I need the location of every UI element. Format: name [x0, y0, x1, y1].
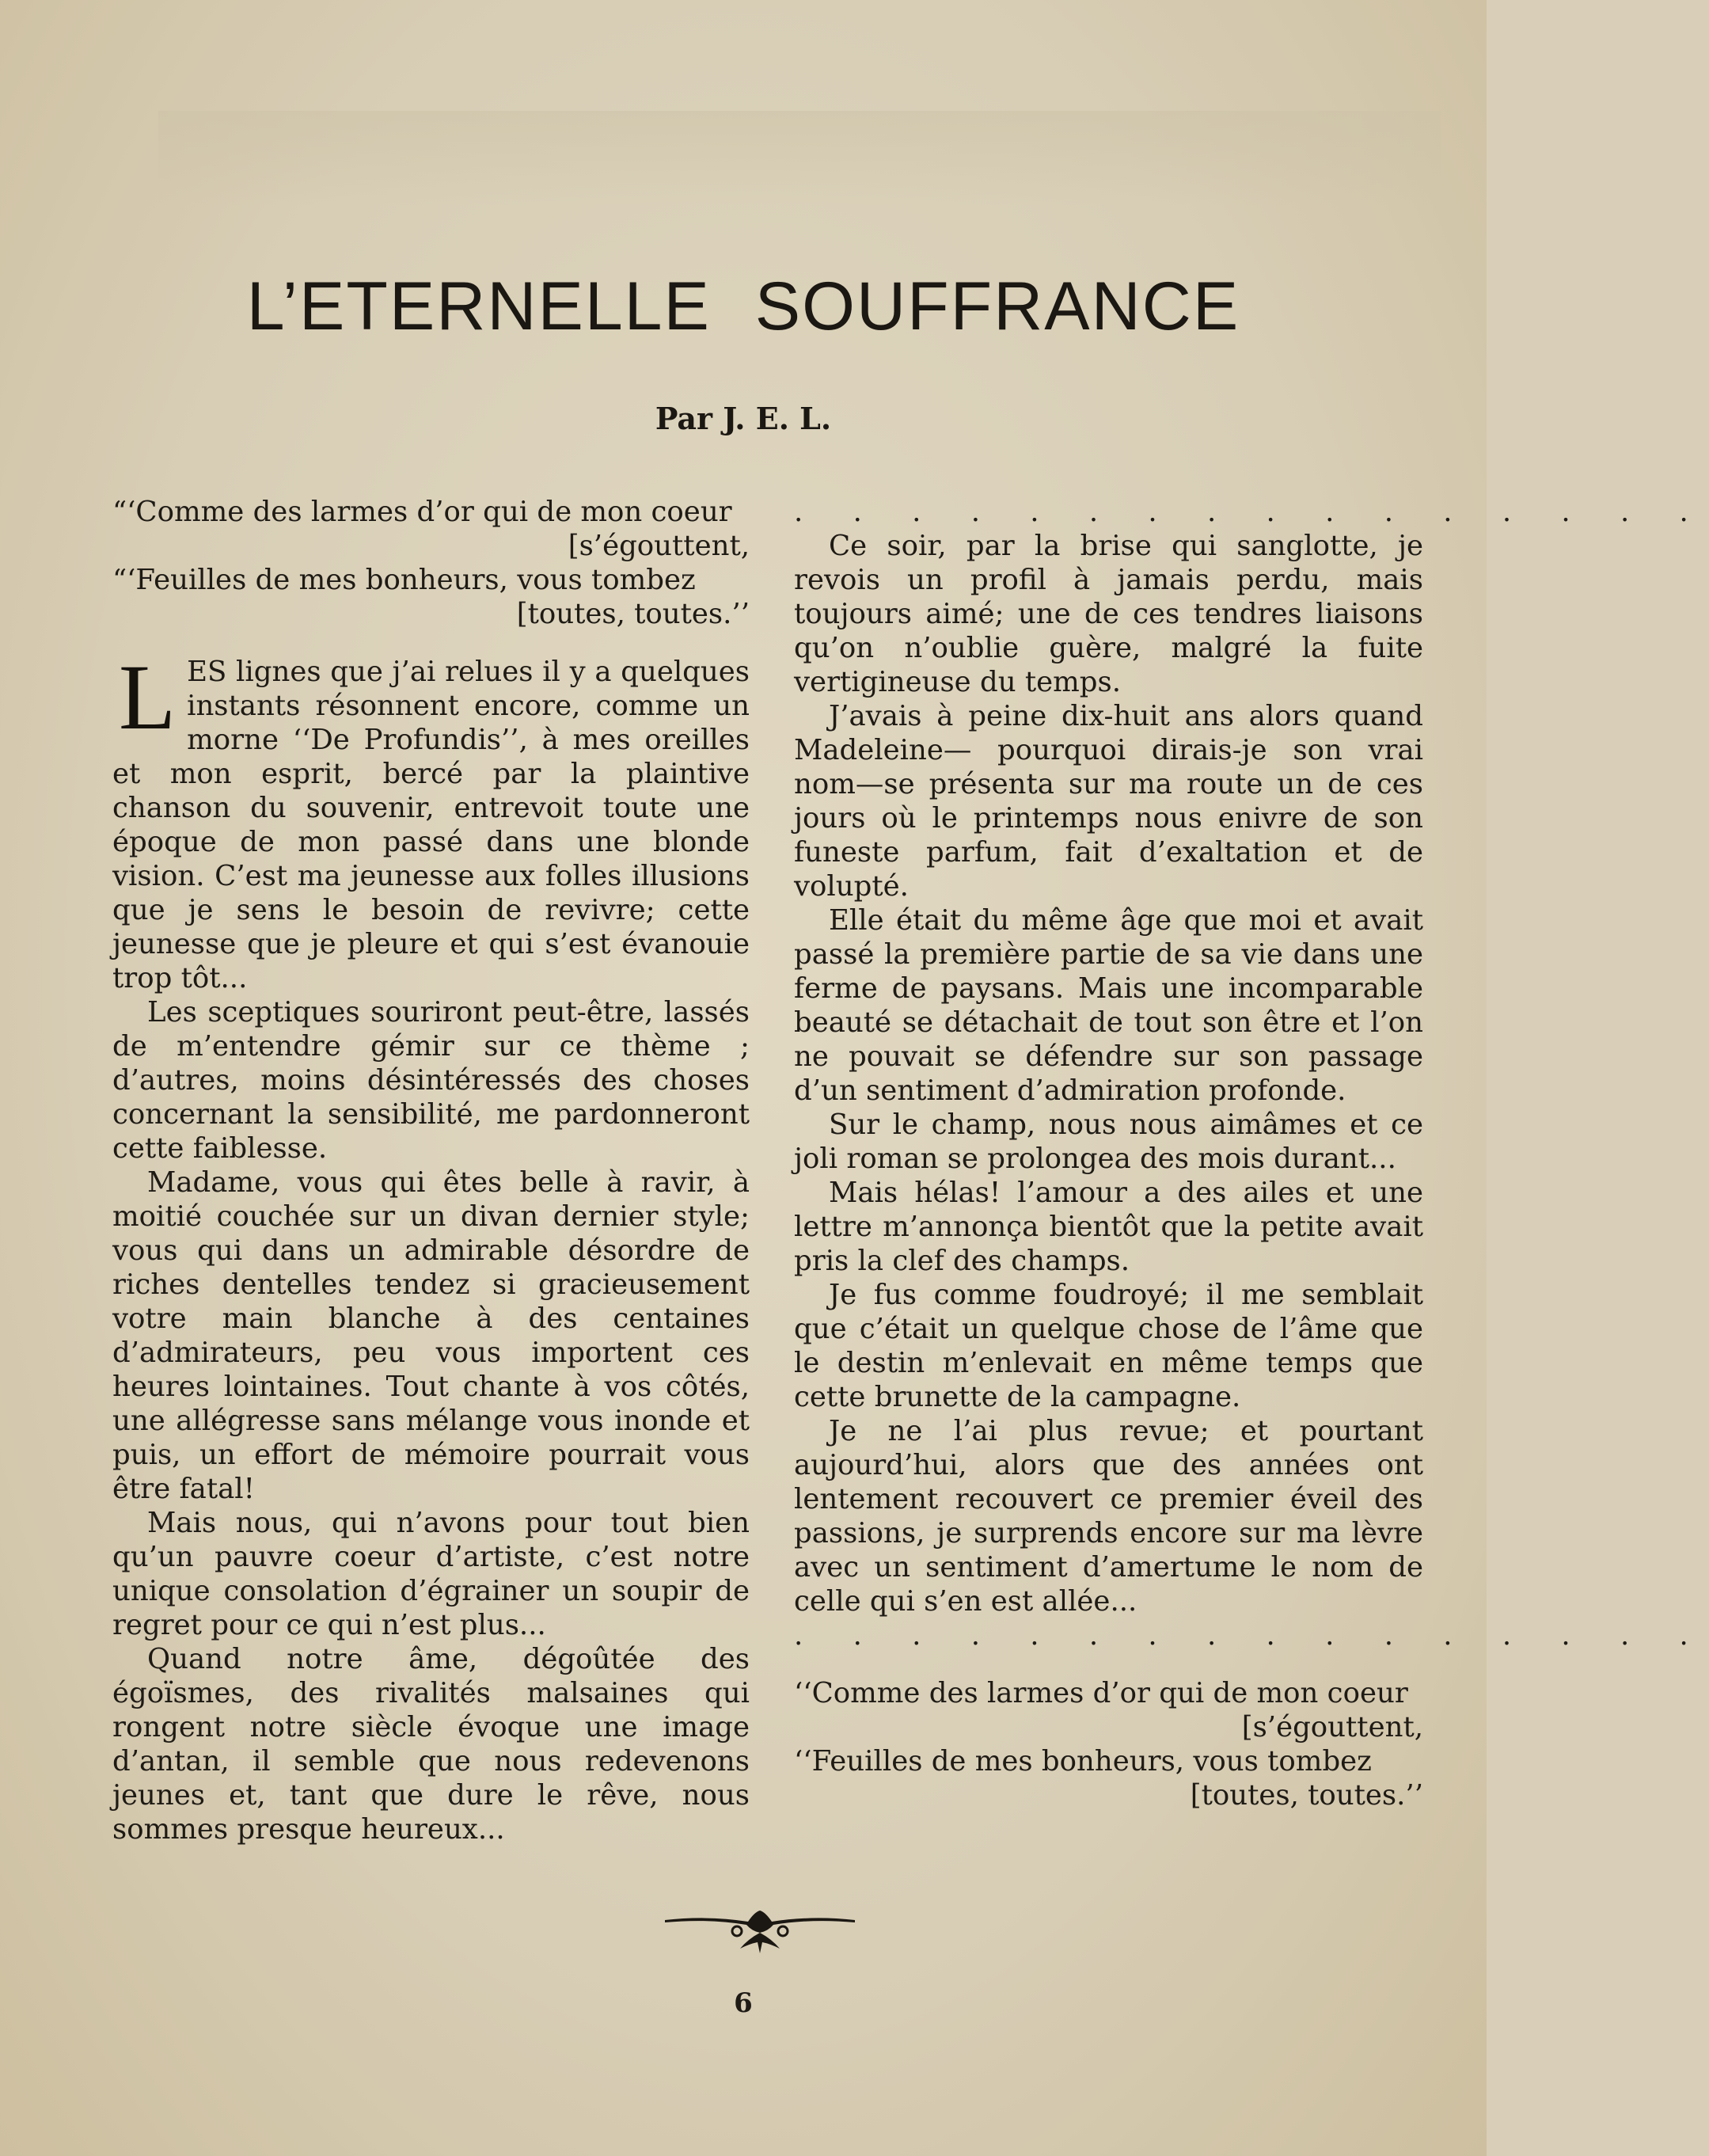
paragraph: Elle était du même âge que moi et avait passé la première partie de sa vie dans une ferme de paysans. Mais une incomparable beauté se détachait de tout son être et l’on ne pouvait se défendre sur son passage d’un sentiment d’admiration profonde.: [794, 904, 1423, 1107]
paragraph-text: ES lignes que j’ai relues il y a quelques instants résonnent encore, comme un morne ‘‘De Profundis’’, à mes oreilles et mon esprit, bercé par la plaintive chanson du souvenir, entrevoit toute une époque de mon passé dans une blonde vision. C’est ma jeunesse aux folles illusions que je sens le besoin de revivre; cette jeunesse que je pleure et qui s’est évanouie trop tôt...: [112, 656, 750, 994]
ellipsis-row: . . . . . . . . . . . . . . . .: [794, 1619, 1709, 1652]
paragraph: Mais nous, qui n’avons pour tout bien qu’un pauvre coeur d’artiste, c’est notre unique consolation d’égrainer un soupir de regret pour ce qui n’est plus...: [112, 1507, 750, 1641]
byline: Par J. E. L.: [655, 401, 832, 436]
epigraph-line: “‘Comme des larmes d’or qui de mon coeur: [112, 496, 732, 528]
epigraph-line: ‘‘Comme des larmes d’or qui de mon coeur: [794, 1677, 1408, 1709]
epigraph-line: [toutes, toutes.’’: [1190, 1779, 1423, 1812]
right-column: [794, 495, 1709, 1812]
page-number: 6: [734, 1987, 753, 2019]
ellipsis-row: . . . . . . . . . . . . . . . .: [794, 496, 1709, 528]
page-stain: [158, 111, 1441, 206]
epigraph-line: [toutes, toutes.’’: [516, 598, 750, 630]
epigraph-bottom: [794, 1676, 1423, 1812]
paragraph: [112, 645, 750, 995]
article-title: L’ETERNELLE SOUFFRANCE: [246, 268, 1240, 344]
paragraph: Madame, vous qui êtes belle à ravir, à moitié couchée sur un divan dernier style; vous qui dans un admirable désordre de riches dentelles tendez si gracieusement votre main blanche à des centaines d’admirateurs, peu vous importent ces heures lointaines. Tout chante à vos côtés, une allégresse sans mélange vous inonde et puis, un effort de mémoire pourrait vous être fatal!: [112, 1166, 750, 1505]
epigraph-top: [112, 495, 750, 631]
paragraph: J’avais à peine dix-huit ans alors quand Madeleine— pourquoi dirais-je son vrai nom—se présenta sur ma route un de ces jours où le printemps nous enivre de son funeste parfum, fait d’exaltation et de volupté.: [794, 700, 1423, 903]
paragraph: Ce soir, par la brise qui sanglotte, je revois un profil à jamais perdu, mais toujours aimé; une de ces tendres liaisons qu’on n’oublie guère, malgré la fuite vertigineuse du temps.: [794, 530, 1423, 698]
left-column: [112, 495, 750, 1846]
paragraph: Quand notre âme, dégoûtée des égoïsmes, des rivalités malsaines qui rongent notre siècle évoque une image d’antan, il semble que nous redevenons jeunes et, tant que dure le rêve, nous sommes presque heureux...: [112, 1643, 750, 1846]
ornament-icon: [661, 1904, 859, 1960]
epigraph-line: [s’égouttent,: [568, 530, 750, 562]
drop-cap: L: [119, 645, 177, 749]
paragraph: Je ne l’ai plus revue; et pourtant aujourd’hui, alors que des années ont lentement recouvert ce premier éveil des passions, je surprends encore sur ma lèvre avec un sentiment d’amertume le nom de celle qui s’en est allée...: [794, 1415, 1423, 1618]
epigraph-line: ‘‘Feuilles de mes bonheurs, vous tombez: [794, 1745, 1372, 1778]
paragraph: Mais hélas! l’amour a des ailes et une lettre m’annonça bientôt que la petite avait pris la clef des champs.: [794, 1177, 1423, 1277]
paragraph: Je fus comme foudroyé; il me semblait que c’était un quelque chose de l’âme que le destin m’enlevait en même temps que cette brunette de la campagne.: [794, 1279, 1423, 1413]
paragraph: Les sceptiques souriront peut-être, lassés de m’entendre gémir sur ce thème ; d’autres, moins désintéressés des choses concernant la sensibilité, me pardonneront cette faiblesse.: [112, 996, 750, 1165]
epigraph-line: [s’égouttent,: [1241, 1711, 1423, 1743]
paragraph: Sur le champ, nous nous aimâmes et ce joli roman se prolongea des mois durant...: [794, 1108, 1423, 1175]
epigraph-line: “‘Feuilles de mes bonheurs, vous tombez: [112, 564, 696, 596]
